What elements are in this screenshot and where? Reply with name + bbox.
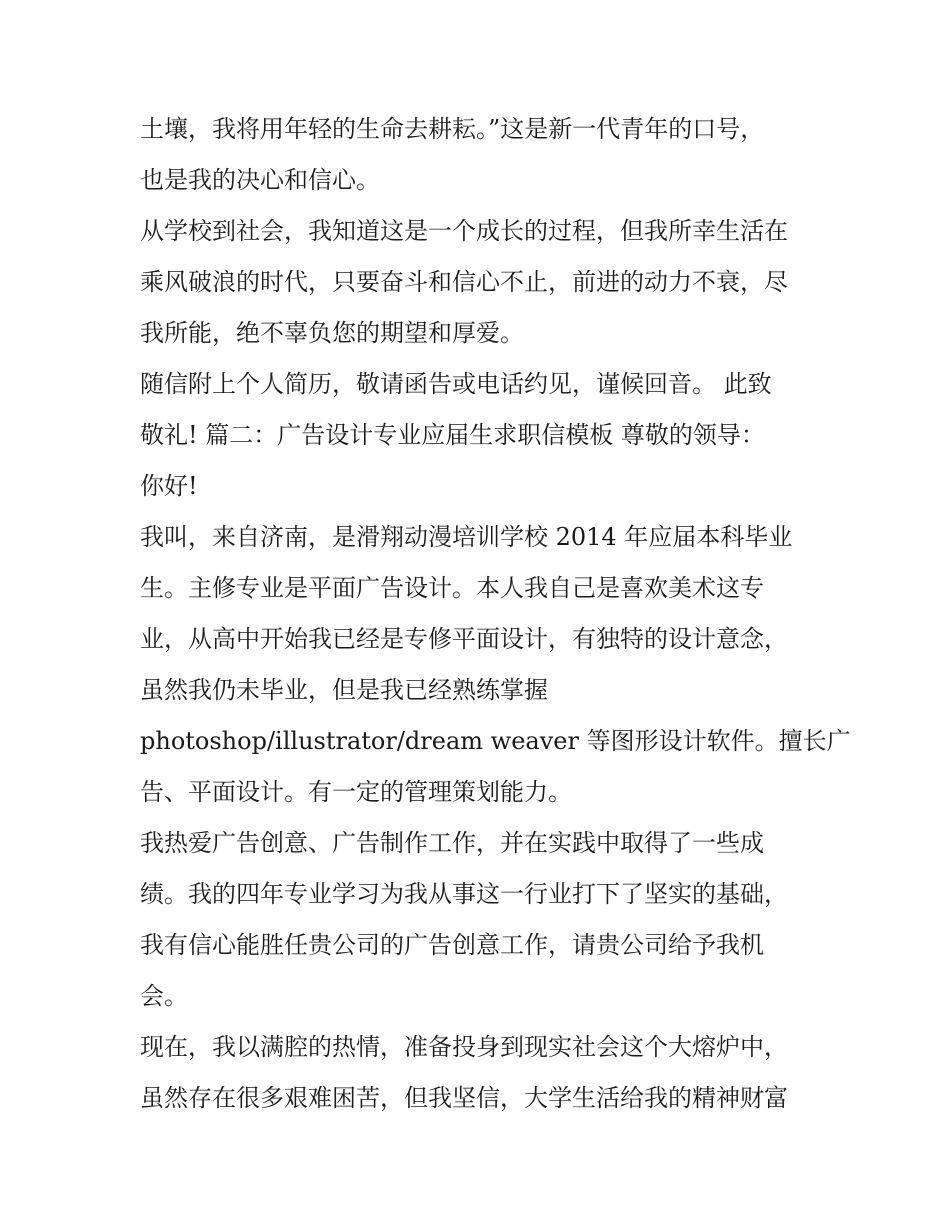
text-line: 业，从高中开始我已经是专修平面设计，有独特的设计意念， — [140, 625, 788, 653]
text-line: 你好! — [140, 472, 198, 500]
text-line: 我热爱广告创意、广告制作工作，并在实践中取得了一些成 — [140, 829, 764, 857]
text-line: 乘风破浪的时代，只要奋斗和信心不止，前进的动力不衰，尽 — [140, 268, 788, 296]
text-line: 告、平面设计。有一定的管理策划能力。 — [140, 778, 572, 806]
text-line: 我叫，来自济南，是滑翔动漫培训学校 2014 年应届本科毕业 — [140, 523, 793, 551]
text-line: 会。 — [140, 982, 188, 1010]
text-line: 生。主修专业是平面广告设计。本人我自己是喜欢美术这专 — [140, 574, 764, 602]
text-line: 从学校到社会，我知道这是一个成长的过程，但我所幸生活在 — [140, 217, 788, 245]
text-line: 我所能，绝不辜负您的期望和厚爱。 — [140, 319, 524, 347]
text-line: photoshop/illustrator/dream weaver 等图形设计软件。擅长广 — [140, 727, 851, 755]
text-line: 现在，我以满腔的热情，准备投身到现实社会这个大熔炉中， — [140, 1033, 788, 1061]
text-line: 虽然我仍未毕业，但是我已经熟练掌握 — [140, 676, 548, 704]
text-line: 绩。我的四年专业学习为我从事这一行业打下了坚实的基础， — [140, 880, 788, 908]
text-line: 敬礼! 篇二：广告设计专业应届生求职信模板 尊敬的领导： — [140, 421, 765, 449]
text-line: 随信附上个人简历，敬请函告或电话约见，谨候回音。 此致 — [140, 370, 772, 398]
text-line: 也是我的决心和信心。 — [140, 166, 380, 194]
text-line: 我有信心能胜任贵公司的广告创意工作，请贵公司给予我机 — [140, 931, 764, 959]
text-line: 虽然存在很多艰难困苦，但我坚信，大学生活给我的精神财富 — [140, 1084, 788, 1112]
document-body — [140, 104, 851, 1124]
text-line: 土壤，我将用年轻的生命去耕耘。”这是新一代青年的口号， — [140, 115, 765, 143]
